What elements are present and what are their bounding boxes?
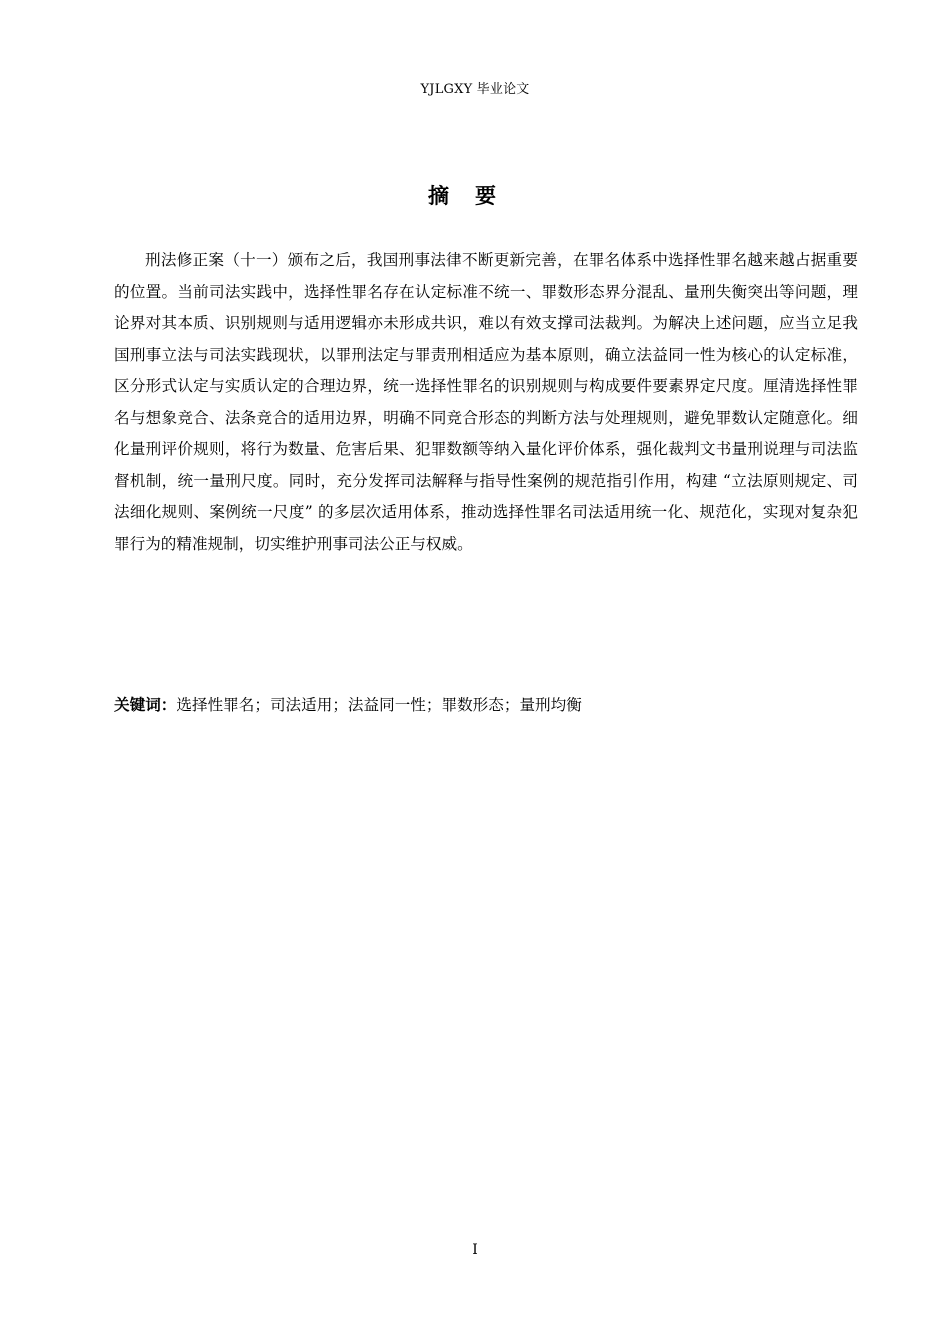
page-header: YJLGXY 毕业论文 [420,82,530,97]
abstract-body: 刑法修正案（十一）颁布之后，我国刑事法律不断更新完善，在罪名体系中选择性罪名越来越占据重要的位置。当前司法实践中，选择性罪名存在认定标准不统一、罪数形态界分混乱、量刑失衡突出等问题，理论界对其本质、识别规则与适用逻辑亦未形成共识，难以有效支撑司法裁判。为解决上述问题，应当立足我国刑事立法与司法实践现状，以罪刑法定与罪责刑相适应为基本原则，确立法益同一性为核心的认定标准，区分形式认定与实质认定的合理边界，统一选择性罪名的识别规则与构成要件要素界定尺度。厘清选择性罪名与想象竞合、法条竞合的适用边界，明确不同竞合形态的判断方法与处理规则，避免罪数认定随意化。细化量刑评价规则，将行为数量、危害后果、犯罪数额等纳入量化评价体系，强化裁判文书量刑说理与司法监督机制，统一量刑尺度。同时，充分发挥司法解释与指导性案例的规范指引作用，构建 “立法原则规定、司法细化规则、案例统一尺度” 的多层次适用体系，推动选择性罪名司法适用统一化、规范化，实现对复杂犯罪行为的精准规制，切实维护刑事司法公正与权威。 [114,251,858,553]
abstract-title: 摘要 [428,184,522,208]
keywords-value: 选择性罪名；司法适用；法益同一性；罪数形态；量刑均衡 [176,696,582,714]
keywords-label: 关键词： [114,696,177,714]
keywords-line [114,693,858,717]
page-number: I [472,1242,478,1258]
